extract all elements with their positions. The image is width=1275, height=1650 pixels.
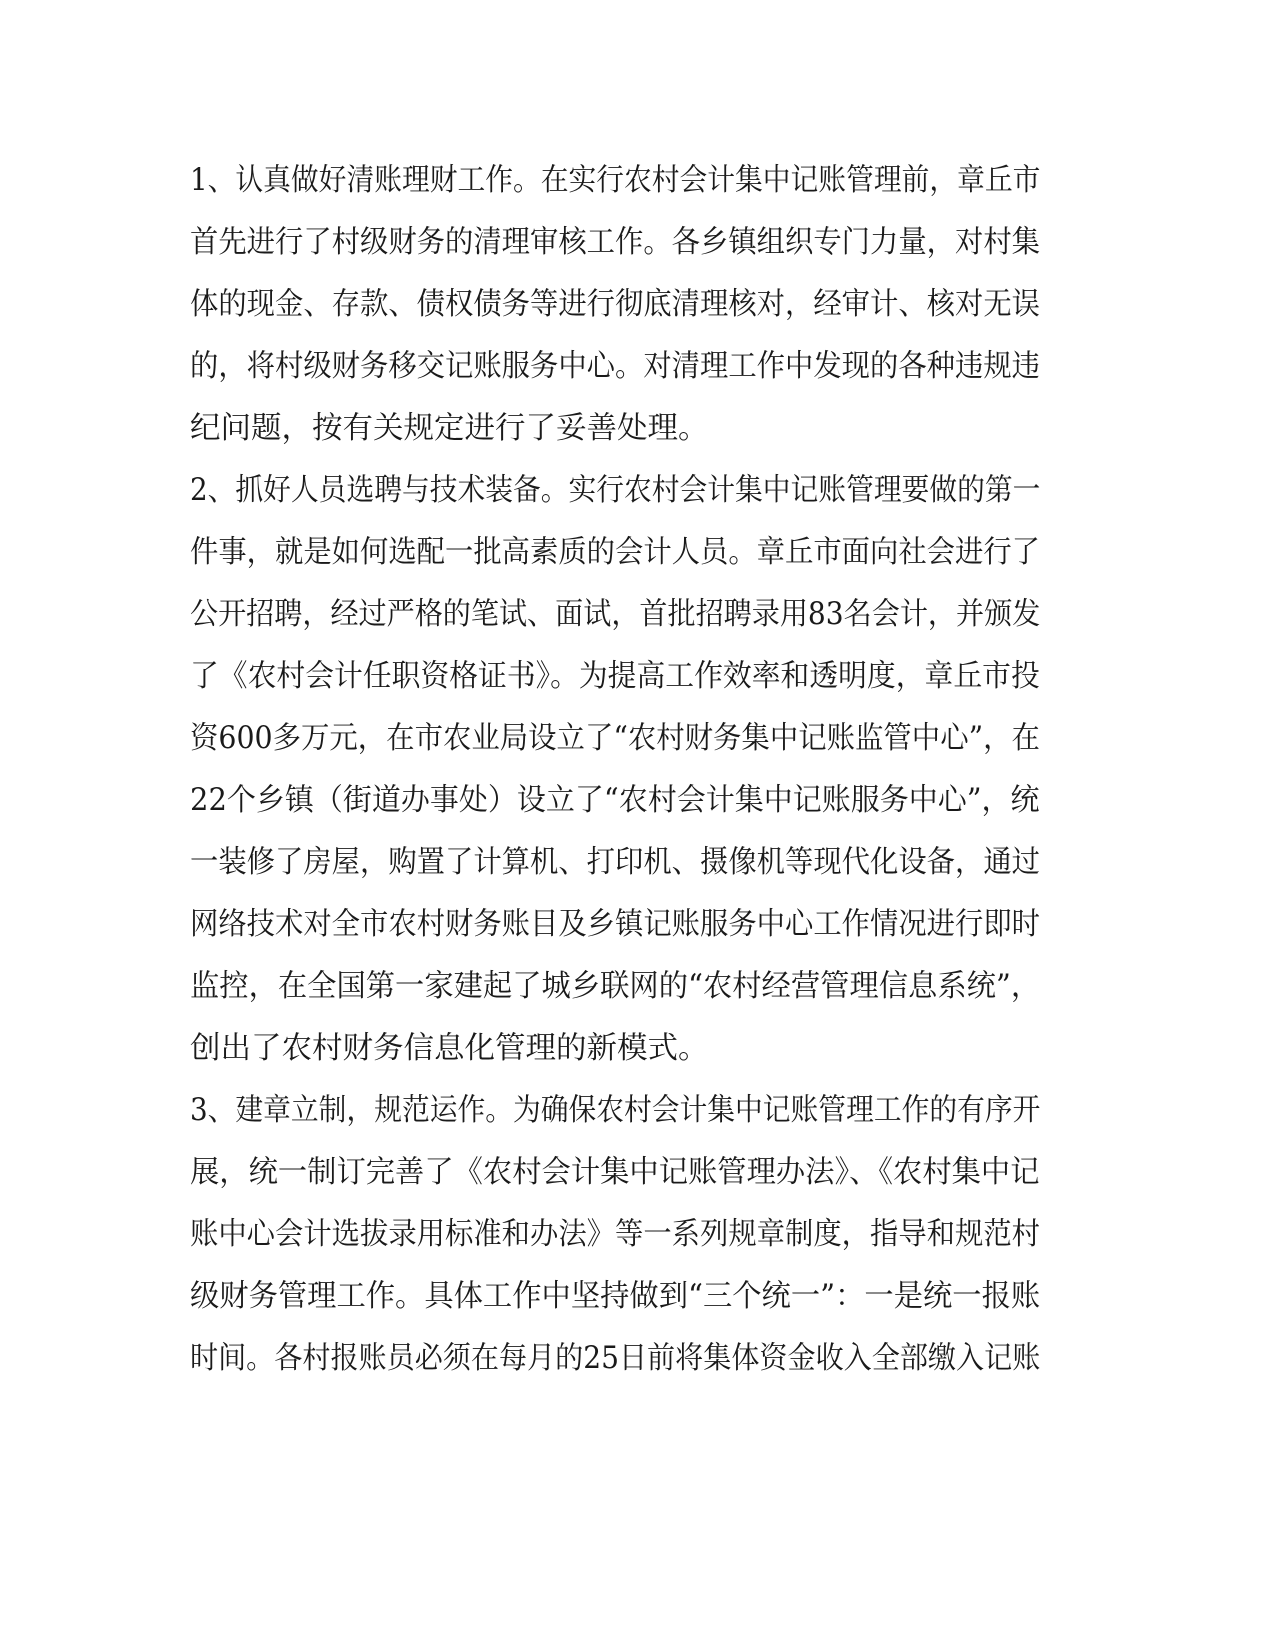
text-line: 资600多万元，在市农业局设立了“农村财务集中记账监管中心”，在 bbox=[190, 721, 1040, 756]
text-line: 展，统一制订完善了《农村会计集中记账管理办法》、《农村集中记 bbox=[190, 1155, 1040, 1190]
text-line: 账中心会计选拔录用标准和办法》等一系列规章制度，指导和规范村 bbox=[190, 1217, 1040, 1252]
text-line: 纪问题，按有关规定进行了妥善处理。 bbox=[190, 411, 709, 446]
text-line: 公开招聘，经过严格的笔试、面试，首批招聘录用83名会计，并颁发 bbox=[190, 597, 1041, 632]
text-line: 监控，在全国第一家建起了城乡联网的“农村经营管理信息系统”， bbox=[190, 969, 1041, 1004]
text-line: 的，将村级财务移交记账服务中心。对清理工作中发现的各种违规违 bbox=[190, 349, 1040, 384]
text-line: 体的现金、存款、债权债务等进行彻底清理核对，经审计、核对无误 bbox=[190, 287, 1040, 322]
text-line: 一装修了房屋，购置了计算机、打印机、摄像机等现代化设备，通过 bbox=[190, 845, 1040, 880]
text-line: 1、认真做好清账理财工作。在实行农村会计集中记账管理前，章丘市 bbox=[190, 163, 1041, 198]
text-line: 时间。各村报账员必须在每月的25日前将集体资金收入全部缴入记账 bbox=[190, 1341, 1041, 1376]
text-line: 件事，就是如何选配一批高素质的会计人员。章丘市面向社会进行了 bbox=[190, 535, 1040, 570]
text-line: 首先进行了村级财务的清理审核工作。各乡镇组织专门力量，对村集 bbox=[190, 225, 1040, 260]
text-line: 3、建章立制，规范运作。为确保农村会计集中记账管理工作的有序开 bbox=[190, 1093, 1041, 1128]
text-line: 22个乡镇（街道办事处）设立了“农村会计集中记账服务中心”，统 bbox=[190, 783, 1040, 818]
text-line: 了《农村会计任职资格证书》。为提高工作效率和透明度，章丘市投 bbox=[190, 659, 1040, 694]
text-line: 2、抓好人员选聘与技术装备。实行农村会计集中记账管理要做的第一 bbox=[190, 473, 1041, 508]
text-line: 级财务管理工作。具体工作中坚持做到“三个统一”：一是统一报账 bbox=[190, 1279, 1041, 1314]
text-line: 网络技术对全市农村财务账目及乡镇记账服务中心工作情况进行即时 bbox=[190, 907, 1040, 942]
text-line: 创出了农村财务信息化管理的新模式。 bbox=[190, 1031, 709, 1066]
